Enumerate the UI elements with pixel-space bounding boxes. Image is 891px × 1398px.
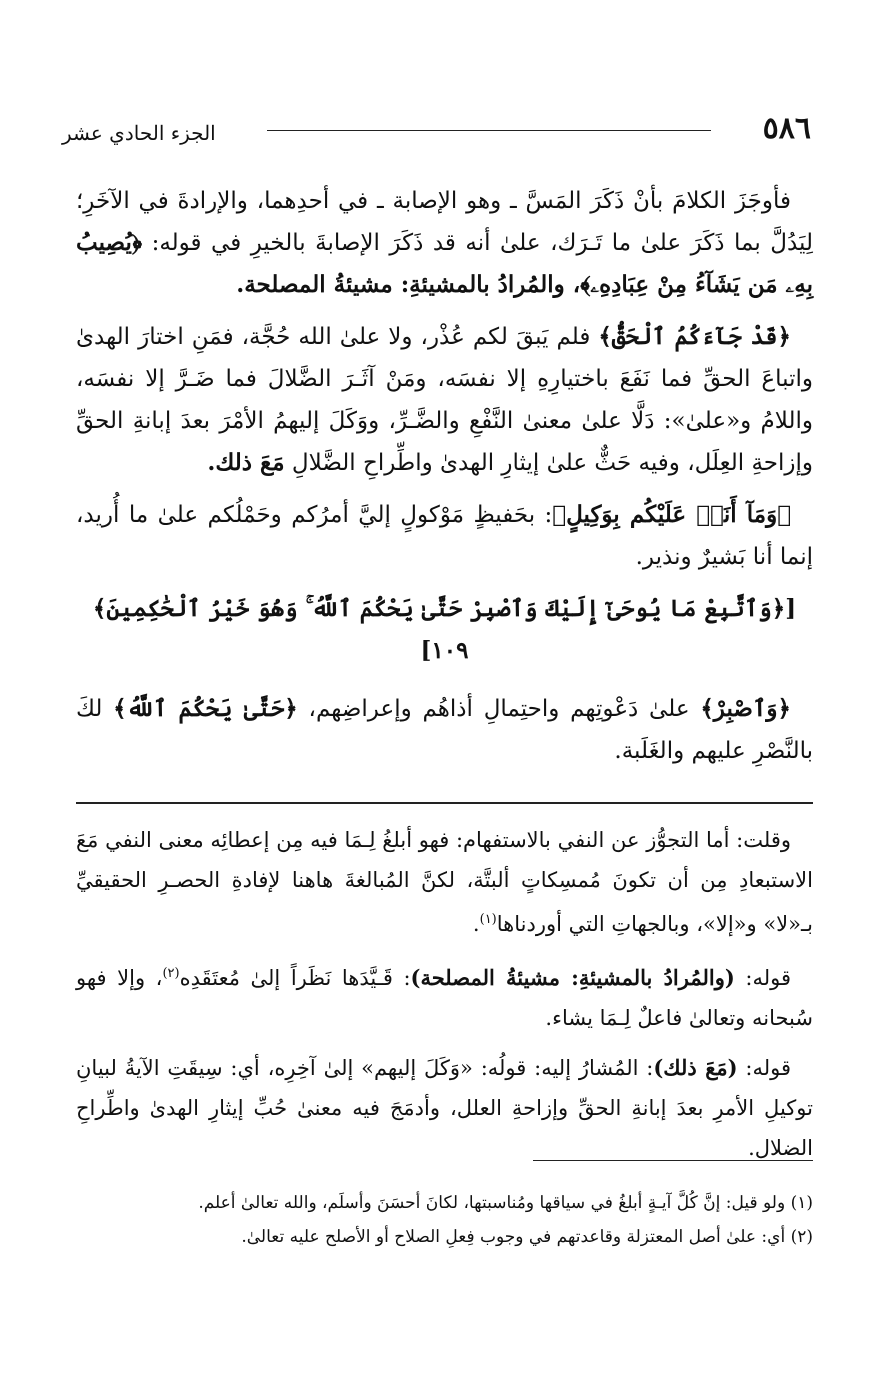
- paragraph-text: لكَ بالنَّصْرِ عليهم والغَلَبة.: [76, 696, 813, 764]
- verse-heading: [76, 588, 813, 672]
- quran-quote: ﴿قَدْ جَآءَكُمُ ٱلْحَقُّ﴾: [598, 323, 791, 350]
- footnote-marker[interactable]: (١): [479, 912, 497, 927]
- paragraph-lead: قوله:: [737, 1056, 792, 1080]
- header-rule: [267, 130, 711, 131]
- quoted-term: (والمُرادُ بالمشيئةِ: مشيئةُ المصلحة): [410, 965, 735, 990]
- page-header: [62, 112, 811, 158]
- main-paragraph-1: [76, 180, 813, 306]
- commentary-text: [76, 820, 813, 1178]
- paragraph-end: .: [472, 912, 480, 936]
- page-number: ٥٨٦: [762, 111, 811, 146]
- main-paragraph-2: [76, 316, 813, 484]
- paragraph-text: : المُشارُ إليه: قولُه: «وَكَلَ إليهم» إلىٰ آخِرِه، أي: سِيقَتِ الآيةُ لبيانِ توكيلِ الأمرِ بعدَ إبانةِ الحقِّ وإزاحةِ العلل، وأدمَجَ فيه معنىٰ حُبِّ إيثارِ الهدىٰ واطِّراحِ الضلال.: [76, 1056, 813, 1160]
- paragraph-text: : بحَفيظٍ مَوْكولٍ إليَّ أمرُكم وحَمْلُكم علىٰ ما أُريد، إنما أنا بَشيرٌ ونذير.: [76, 502, 813, 570]
- paragraph-lead: قوله:: [734, 966, 791, 990]
- running-title: الجزء الحادي عشر: [62, 121, 216, 145]
- footnote-marker[interactable]: (٢): [162, 966, 180, 981]
- paragraph-end: مَعَ ذلك.: [207, 449, 285, 476]
- paragraph-end: ، وإلا فهو سُبحانه وتعالىٰ فاعلٌ لِـمَا يشاء.: [76, 966, 813, 1030]
- quran-quote: ﴿وَمَآ أَنَا۠ عَلَيْكُم بِوَكِيلٍ﴾: [552, 501, 791, 528]
- footnote-1: (١) ولو قيل: إنَّ كُلَّ آيـةٍ أبلغُ في سياقها ومُناسبتها، لكانَ أحسَنَ وأسلَم، والله تعالىٰ أعلم.: [198, 1193, 813, 1213]
- footnote-2: (٢) أي: علىٰ أصل المعتزلة وقاعدتهم في وجوب فِعلِ الصلاح أو الأصلح عليه تعالىٰ.: [241, 1227, 813, 1247]
- quran-quote: ﴿يُصِيبُ بِهِۦ مَن يَشَآءُ مِنْ عِبَادِهِۦ﴾: [76, 229, 813, 298]
- paragraph-text: علىٰ دَعْوتِهم واحتِمالِ أذاهُم وإعراضِهم،: [297, 696, 701, 722]
- quran-quote: ﴿وَٱصْبِرْ﴾: [700, 695, 792, 722]
- quoted-term: (مَعَ ذلك): [653, 1055, 738, 1080]
- verse-text: [﴿وَٱتَّبِعْ مَا يُوحَىٰٓ إِلَيْكَ وَٱصْبِرْ حَتَّىٰ يَحْكُمَ ٱللَّهُ ۚ وَهُوَ خَيْرُ ٱلْحَٰكِمِينَ﴾ ١٠٩]: [92, 595, 797, 664]
- commentary-paragraph-2: [76, 954, 813, 1038]
- paragraph-text: فأوجَزَ الكلامَ بأنْ ذَكَرَ المَسَّ ـ وهو الإصابة ـ في أحدِهما، والإرادةَ في الآخَرِ؛ لِيَدُلَّ بما ذَكَرَ علىٰ ما تَـرَك، علىٰ أنه قد ذَكَرَ الإصابةَ بالخيرِ في قوله:: [76, 188, 813, 256]
- main-text: [76, 180, 813, 782]
- main-separator: [76, 802, 813, 804]
- commentary-paragraph-1: [76, 820, 813, 944]
- paragraph-text: : قَـيَّدَها نَظَراً إلىٰ مُعتَقَدِه: [179, 966, 411, 990]
- paragraph-text: فلم يَبقَ لكم عُذْر، ولا علىٰ الله حُجَّة، فمَنِ اختارَ الهدىٰ واتباعَ الحقِّ فما نَفَعَ باختيارِهِ إلا نفسَه، ومَنْ آثَـرَ الضَّلالَ فما ضَـرَّ إلا نفسَه، واللامُ و«علىٰ»: دَلَّا علىٰ معنىٰ النَّفْعِ والضَّـرِّ، ووَكَلَ إليهمُ الأمْرَ بعدَ إبانةِ الحقِّ وإزاحةِ العِلَل، وفيه حَثٌّ علىٰ إيثارِ الهدىٰ واطِّراحِ الضَّلالِ: [76, 324, 813, 476]
- commentary-paragraph-3: [76, 1048, 813, 1168]
- main-paragraph-4: [76, 688, 813, 772]
- main-paragraph-3: [76, 494, 813, 578]
- paragraph-text: ، والمُرادُ بالمشيئةِ: مشيئةُ المصلحة.: [236, 271, 581, 298]
- footnote-separator: [533, 1160, 813, 1161]
- footnotes: [76, 1186, 813, 1254]
- quran-quote: ﴿حَتَّىٰ يَحْكُمَ ٱللَّهُ﴾: [113, 695, 298, 722]
- paragraph-text: وقلت: أما التجوُّز عن النفي بالاستفهام: فهو أبلغُ لِـمَا فيه مِن إعطائِه معنى النفي مَعَ الاستبعادِ مِن أن تكونَ مُمسِكاتٍ ألبتَّة، لكنَّ المُبالغةَ هاهنا لإفادةِ الحصـرِ الحقيقيِّ بـ«لا» و«إلا»، وبالجهاتِ التي أوردناها: [76, 828, 813, 936]
